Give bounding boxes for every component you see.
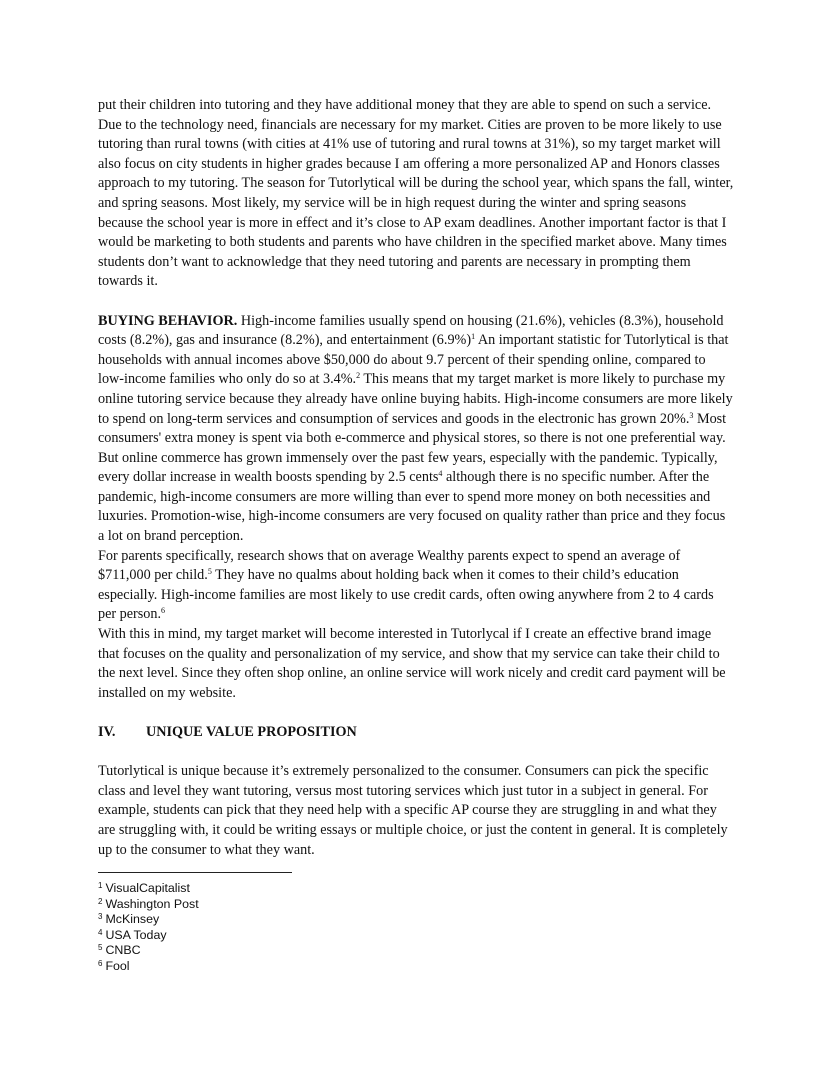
section-number: IV. bbox=[98, 724, 116, 740]
footnote-ref-2: 2 bbox=[356, 371, 361, 381]
text-run: An important statistic for Tutorlytical is that households with annual incomes above $50,000 do about 9.7 percent of their spending online, compared to low-income families who only do so at 3.4%. bbox=[98, 332, 729, 388]
footnote-divider bbox=[98, 872, 292, 873]
footnote-text: Washington Post bbox=[105, 896, 199, 911]
footnote-text: USA Today bbox=[105, 927, 167, 942]
text-run: This means that my target market is more likely to purchase my online tutoring service because they already have online buying habits. High-income consumers are more likely to spend on long-term services and consumption of services and goods in the electronic has grown 20%. bbox=[98, 371, 733, 427]
footnote-number: 4 bbox=[98, 927, 103, 937]
footnote bbox=[98, 943, 398, 959]
footnote-ref-3: 3 bbox=[689, 410, 694, 420]
footnote-number: 2 bbox=[98, 896, 103, 906]
footnote bbox=[98, 912, 398, 928]
paragraph-buying-behavior bbox=[98, 312, 734, 547]
paragraph-target-market: put their children into tutoring and they have additional money that they are able to spend on such a service. Due to the technology need, financials are necessary for my market. Cities are proven to be more likely to use tutoring than rural towns (with cities at 41% use of tutoring and rural towns at 31%), so my target market will also focus on city students in higher grades because I am offering a more personalized AP and Honors classes approach to my tutoring. The season for Tutorlytical will be during the school year, which spans the fall, winter, and spring seasons. Most likely, my service will be in high request during the winter and spring seasons because the school year is more in effect and it’s close to AP exam deadlines. Another important factor is that I would be marketing to both students and parents who have children in the specified market above. Many times students don’t want to acknowledge that they need tutoring and parents are necessary in prompting them towards it. bbox=[98, 97, 734, 290]
footnote-ref-4: 4 bbox=[438, 469, 443, 479]
paragraph-parents bbox=[98, 547, 734, 625]
footnote-ref-1: 1 bbox=[471, 332, 476, 342]
footnote bbox=[98, 959, 398, 975]
footnote-number: 3 bbox=[98, 912, 103, 922]
section-title: UNIQUE VALUE PROPOSITION bbox=[146, 724, 357, 740]
text-run: For parents specifically, research shows that on average Wealthy parents expect to spend an average of $711,000 per child. bbox=[98, 547, 681, 584]
section-heading bbox=[98, 723, 734, 743]
text-run: High-income families usually spend on housing (21.6%), vehicles (8.3%), household costs (8.2%), gas and insurance (8.2%), and entertainment (6.9%) bbox=[98, 312, 724, 349]
footnote bbox=[98, 897, 398, 913]
footnote-text: CNBC bbox=[105, 943, 141, 958]
footnote-text: McKinsey bbox=[105, 912, 160, 927]
footnote-number: 1 bbox=[98, 881, 103, 890]
footnotes bbox=[98, 872, 398, 975]
footnote-number: 6 bbox=[98, 958, 103, 968]
paragraph-brand: With this in mind, my target market will become interested in Tutorlycal if I create an effective brand image that focuses on the quality and personalization of my service, and show that my service can take their child to the next level. Since they often shop online, an online service will work nicely and credit card payment will be installed on my website. bbox=[98, 626, 726, 701]
footnote-ref-5: 5 bbox=[207, 567, 212, 577]
footnote bbox=[98, 881, 398, 897]
document-body bbox=[98, 96, 734, 860]
footnote-number: 5 bbox=[98, 943, 103, 953]
text-run: although there is no specific number. After the pandemic, high-income consumers are more willing than ever to spend more money on both necessities and luxuries. Promotion-wise, high-income consumers are very focused on quality rather than price and they focus a lot on brand perception. bbox=[98, 469, 726, 545]
buying-behavior-lead: BUYING BEHAVIOR. bbox=[98, 312, 238, 329]
footnote-ref-6: 6 bbox=[161, 606, 166, 616]
footnote-text: VisualCapitalist bbox=[105, 881, 190, 895]
footnote bbox=[98, 928, 398, 944]
text-run: They have no qualms about holding back when it comes to their child’s education especially. High-income families are most likely to use credit cards, often owing anywhere from 2 to 4 cards per person. bbox=[98, 567, 714, 623]
footnote-text: Fool bbox=[105, 958, 130, 973]
paragraph-unique-value: Tutorlytical is unique because it’s extremely personalized to the consumer. Consumers can pick the specific class and level they want tutoring, versus most tutoring services which just tutor in a subject in general. For example, students can pick that they need help with a specific AP course they are struggling in and what they are struggling with, it could be writing essays or multiple choice, or just the content in general. It is completely up to the consumer to what they want. bbox=[98, 763, 728, 858]
text-run: Most consumers' extra money is spent via both e-commerce and physical stores, so there is not one preferential way. But online commerce has grown immensely over the past few years, especially with the pandemic. Typically, every dollar increase in wealth boosts spending by 2.5 cents bbox=[98, 410, 727, 486]
